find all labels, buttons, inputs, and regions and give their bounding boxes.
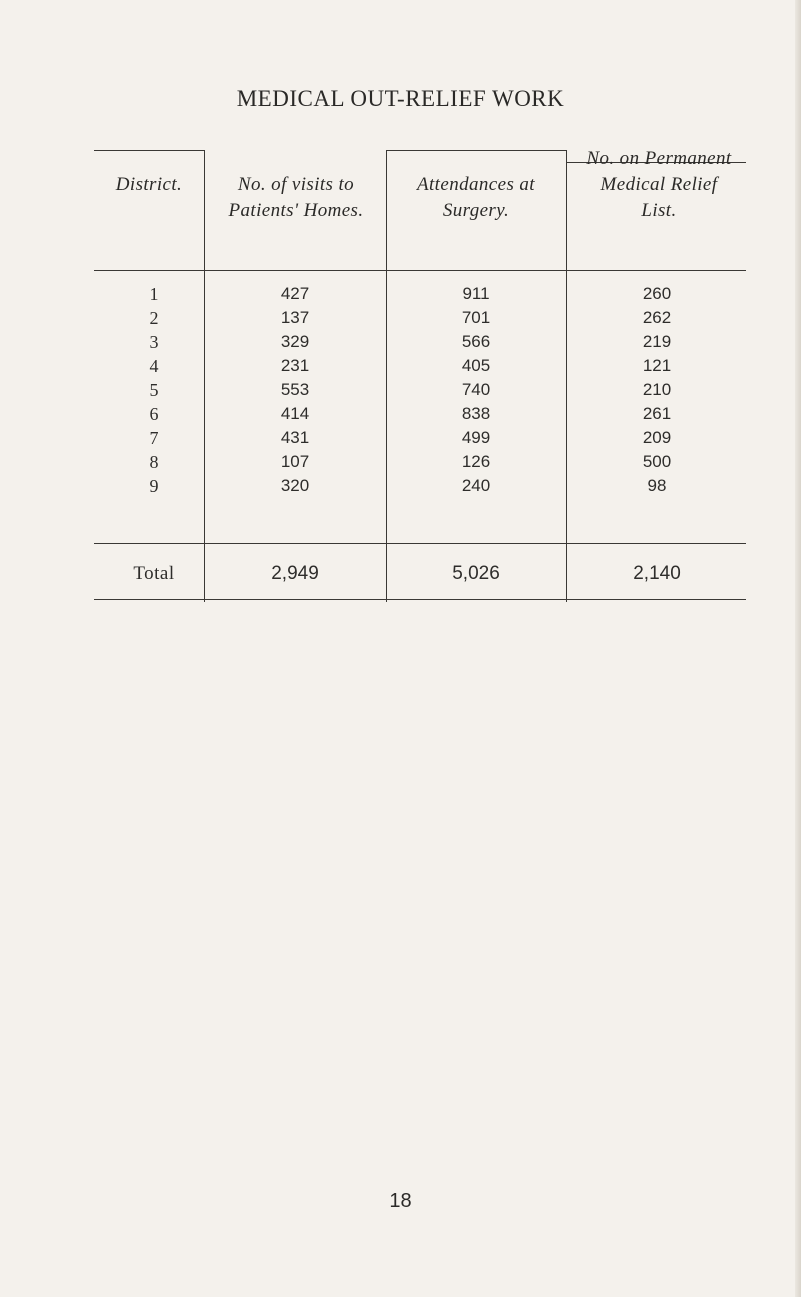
- header-attendances-line: Surgery.: [442, 200, 510, 221]
- table-row: [0, 450, 801, 474]
- cell-total-label: Total: [133, 563, 175, 584]
- header-visits: [206, 172, 386, 224]
- header-permanent-line: List.: [641, 200, 677, 221]
- cell-district: 5: [149, 380, 159, 400]
- page-edge: [795, 0, 801, 1297]
- cell-district: 3: [149, 332, 159, 352]
- cell-attendances: 405: [461, 356, 491, 375]
- cell-district: 7: [149, 428, 159, 448]
- cell-district: 1: [149, 284, 159, 304]
- cell-district: 8: [149, 452, 159, 472]
- cell-permanent: 210: [642, 380, 672, 399]
- table-row: [0, 306, 801, 330]
- cell-visits: 431: [280, 428, 310, 447]
- cell-total-permanent: 2,140: [633, 563, 681, 584]
- cell-visits: 329: [280, 332, 310, 351]
- cell-permanent: 261: [642, 404, 672, 423]
- cell-attendances: 740: [461, 380, 491, 399]
- page-number: 18: [389, 1190, 412, 1212]
- cell-visits: 427: [280, 284, 310, 303]
- table-row: [0, 282, 801, 306]
- table-bottom-rule: [94, 599, 746, 600]
- cell-visits: 107: [280, 452, 310, 471]
- cell-permanent: 219: [642, 332, 672, 351]
- cell-permanent: 121: [642, 356, 672, 375]
- cell-total-visits: 2,949: [271, 563, 319, 584]
- total-top-rule: [94, 543, 746, 544]
- cell-permanent: 209: [642, 428, 672, 447]
- cell-visits: 553: [280, 380, 310, 399]
- cell-attendances: 240: [461, 476, 491, 495]
- cell-attendances: 838: [461, 404, 491, 423]
- cell-visits: 137: [280, 308, 310, 327]
- cell-visits: 320: [280, 476, 310, 495]
- header-permanent-line: Medical Relief: [600, 174, 718, 195]
- cell-permanent: 98: [647, 476, 667, 495]
- table-top-rule: [386, 150, 566, 151]
- header-permanent: [567, 146, 751, 224]
- header-attendances: [387, 172, 565, 224]
- header-visits-line: Patients' Homes.: [228, 200, 364, 221]
- cell-attendances: 126: [461, 452, 491, 471]
- cell-district: 9: [149, 476, 159, 496]
- table-row: [0, 354, 801, 378]
- table-row: [0, 330, 801, 354]
- table-top-rule: [94, 150, 204, 151]
- table-row: [0, 426, 801, 450]
- cell-attendances: 701: [461, 308, 491, 327]
- cell-visits: 231: [280, 356, 310, 375]
- table-row: [0, 378, 801, 402]
- cell-attendances: 566: [461, 332, 491, 351]
- cell-visits: 414: [280, 404, 310, 423]
- total-row: [0, 562, 801, 586]
- header-permanent-line: No. on Permanent: [586, 148, 732, 169]
- cell-permanent: 500: [642, 452, 672, 471]
- header-bottom-rule: [94, 270, 746, 271]
- cell-district: 2: [149, 308, 159, 328]
- cell-permanent: 262: [642, 308, 672, 327]
- page-title: MEDICAL OUT-RELIEF WORK: [236, 86, 565, 111]
- table-row: [0, 474, 801, 498]
- cell-permanent: 260: [642, 284, 672, 303]
- cell-total-attendances: 5,026: [452, 563, 500, 584]
- table-row: [0, 402, 801, 426]
- cell-attendances: 911: [462, 284, 490, 303]
- header-district: [94, 172, 204, 198]
- cell-district: 6: [149, 404, 159, 424]
- header-visits-line: No. of visits to: [237, 174, 355, 195]
- header-attendances-line: Attendances at: [417, 174, 535, 195]
- cell-attendances: 499: [461, 428, 491, 447]
- header-district-line: District.: [115, 174, 183, 195]
- cell-district: 4: [149, 356, 159, 376]
